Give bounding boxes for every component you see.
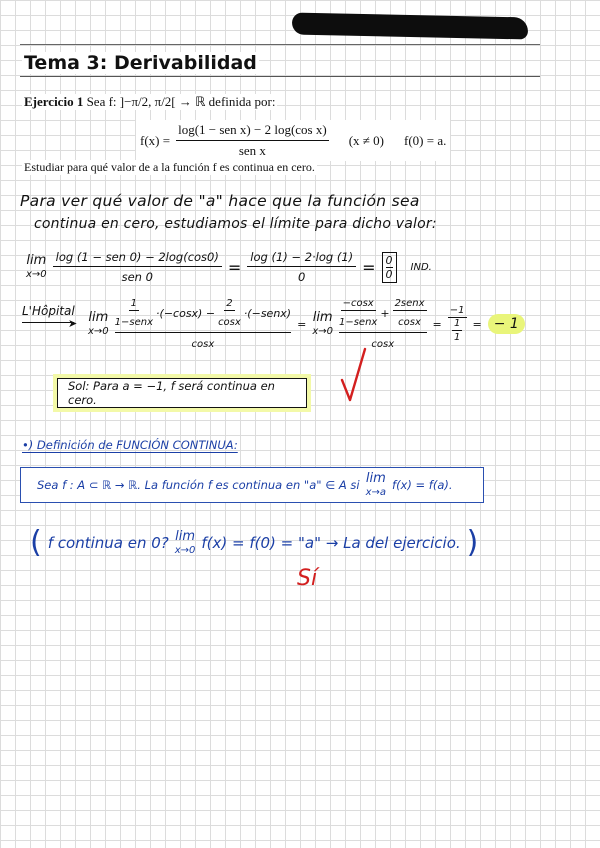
handwritten-intro-line2: continua en cero, estudiamos el límite para dicho valor: — [34, 216, 437, 232]
definition-text: Sea f : A ⊂ ℝ → ℝ. La función f es continua en "a" ∈ A si — [37, 477, 360, 492]
lim-subscript: x→0 — [88, 325, 109, 337]
solution-box: Sol: Para a = −1, f será continua en cero. — [57, 378, 307, 408]
result-highlight: − 1 — [488, 314, 525, 334]
step1-denominator: sen 0 — [121, 270, 153, 284]
definition-equality: f(x) = f(a). — [392, 477, 453, 492]
handwritten-intro-line1: Para ver qué valor de "a" hace que la función sea — [20, 192, 420, 210]
fx-fraction — [176, 122, 329, 159]
fx-numerator: log(1 − sen x) − 2 log(cos x) — [176, 122, 329, 141]
step2-numerator — [115, 298, 291, 333]
equals-sign: = — [432, 317, 442, 331]
step4-middle: 1 — [453, 318, 461, 329]
step4-denominator: 1 — [453, 332, 461, 343]
step1-numerator: log (1 − sen 0) − 2log(cos0) — [53, 250, 222, 267]
equals-sign: = — [472, 317, 482, 331]
exercise-domain: Sea f: ]−π/2, π/2[ → ℝ definida por: — [86, 94, 276, 109]
step3-term2 — [393, 298, 427, 328]
fx-label: f(x) = — [140, 132, 171, 148]
lhopital-label: L'Hôpital — [22, 304, 75, 318]
lim-text: lim — [365, 471, 386, 487]
lim-text: lim — [88, 310, 109, 326]
step3-term2-den: cosx — [398, 317, 421, 328]
lim-subscript: x→a — [365, 486, 387, 498]
zero-denominator: 0 — [385, 267, 393, 281]
indeterminate-label: IND. — [410, 261, 432, 273]
fx-denominator: sen x — [238, 143, 266, 158]
limit-operator — [26, 254, 47, 279]
step2-term2-den: cosx — [218, 317, 241, 328]
step3-term1 — [339, 298, 377, 328]
step1-fraction — [53, 250, 222, 284]
step2-fraction — [115, 298, 291, 350]
question-text: f continua en 0? — [47, 534, 169, 552]
step2-denominator: cosx — [191, 339, 215, 350]
close-paren: ) — [466, 525, 479, 560]
limit-step-2 — [88, 298, 525, 350]
question-equality: f(x) = f(0) = "a" → La del ejercicio. — [201, 534, 461, 552]
arrow-head-icon: ➤ — [68, 317, 78, 330]
question-line — [30, 525, 479, 560]
equals-sign: = — [227, 257, 242, 277]
equals-sign: = — [362, 257, 376, 277]
definition-box — [20, 467, 484, 503]
checkmark-icon — [338, 346, 368, 406]
step1b-fraction — [247, 250, 356, 284]
limit-operator — [88, 311, 109, 336]
definition-content — [37, 472, 453, 497]
step3-term1-den: 1−senx — [338, 317, 378, 328]
step2-mult1: ·(−cosx) − — [156, 306, 216, 320]
limit-step-1 — [26, 250, 432, 284]
step4-numerator: −1 — [449, 305, 465, 316]
lim-text: lim — [175, 529, 196, 545]
step3-term1-num: −cosx — [342, 298, 374, 309]
exercise-intro — [22, 94, 277, 110]
exercise-label: Ejercicio 1 — [24, 94, 84, 109]
step2-mult2: ·(−senx) — [243, 306, 292, 320]
lim-subscript: x→0 — [26, 268, 47, 280]
answer-si: Sí — [297, 566, 318, 591]
limit-operator — [366, 472, 386, 497]
arrow-right-icon — [22, 322, 74, 323]
step2-term1-den: 1−senx — [114, 317, 154, 328]
limit-operator — [175, 530, 196, 555]
lim-subscript: x→0 — [312, 325, 333, 337]
plus-sign: + — [380, 306, 390, 320]
open-paren: ( — [30, 525, 42, 560]
step3-numerator — [339, 298, 427, 333]
f0-value: f(0) = a. — [404, 132, 447, 148]
step2-term2-num: 2 — [226, 298, 233, 309]
limit-operator — [312, 311, 333, 336]
step2-term2 — [218, 298, 241, 328]
step3-term2-num: 2senx — [394, 298, 425, 309]
step3-fraction — [339, 298, 427, 350]
lim-text: lim — [312, 310, 333, 326]
lim-subscript: x→0 — [174, 544, 196, 556]
exercise-statement: Estudiar para qué valor de a la función f es continua en cero. — [24, 160, 315, 174]
function-definition — [136, 120, 450, 161]
lim-text: lim — [26, 253, 47, 269]
fx-condition: (x ≠ 0) — [348, 132, 384, 148]
redacted-name — [292, 13, 528, 40]
step1b-denominator: 0 — [298, 270, 306, 284]
step2-term1 — [115, 298, 153, 328]
step1b-numerator: log (1) − 2·log (1) — [247, 250, 356, 267]
page-title: Tema 3: Derivabilidad — [24, 52, 257, 74]
zero-numerator: 0 — [385, 253, 393, 267]
indeterminate-fraction — [382, 252, 397, 283]
definition-title: •) Definición de FUNCIÓN CONTINUA: — [22, 438, 238, 452]
top-rule — [20, 44, 540, 45]
step3-denominator: cosx — [371, 339, 395, 350]
step2-term1-num: 1 — [130, 298, 138, 309]
title-rule — [20, 76, 540, 77]
equals-sign: = — [297, 317, 307, 331]
step4-fraction — [448, 305, 467, 343]
